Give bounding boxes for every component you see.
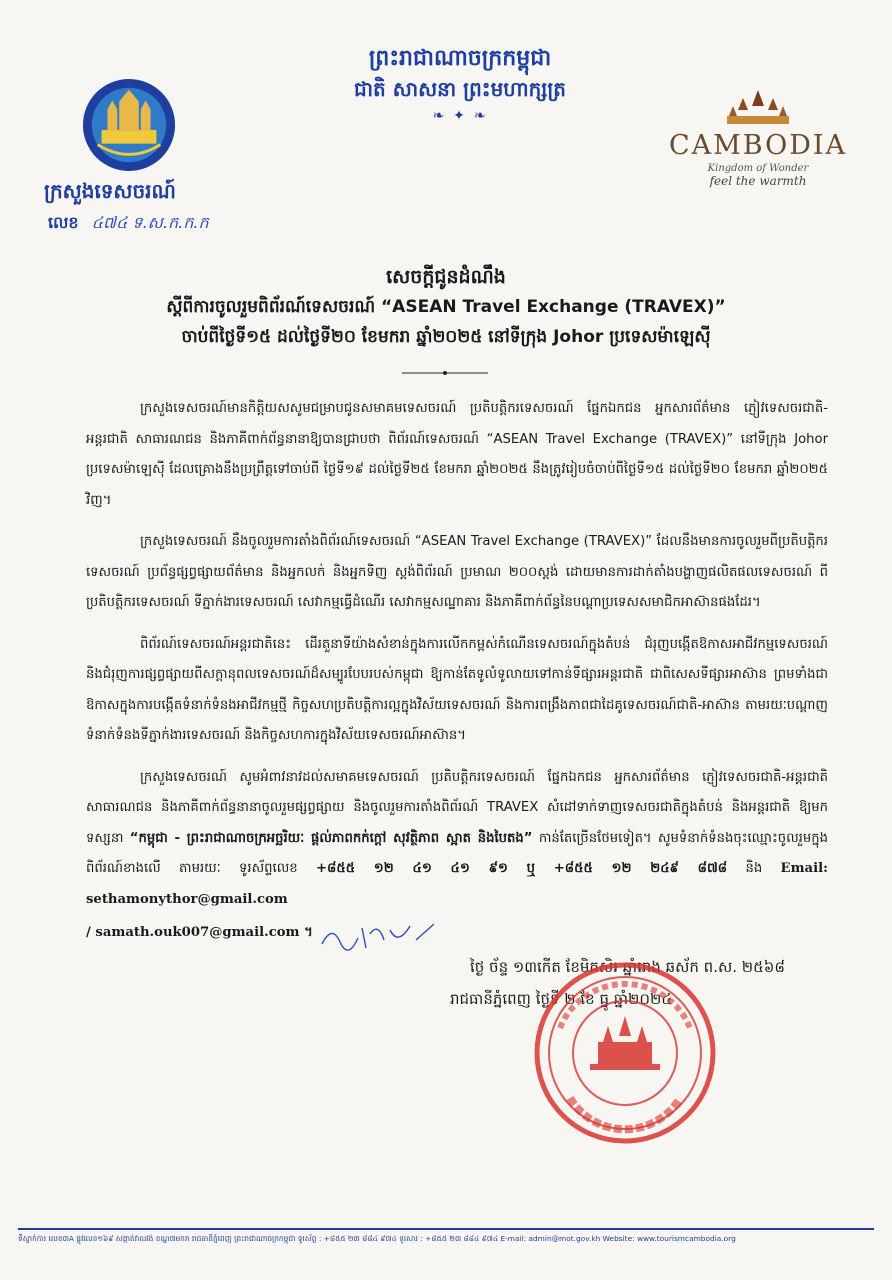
footer-address: ទីស្នាក់ការ លេខ៣A ផ្លូវលេខ១៦៩ សង្កាត់វាលវង់ ខណ្ឌ៧មករា រាជធានីភ្នំពេញ ព្រះរាជាណាចក្រកម្ពុជា ទូរស័ព្ទ : +៨៥៥ ២៣ ៨៨៤ ៩៧៤ ទូរសារ : +៨៥៥ ២៣ ៨៨៤ ៩៧៤ E-mail: admin@mot.gov.kh Website: www.tourismcambodia.org (18, 1234, 736, 1243)
paragraph-2: ក្រសួងទេសចរណ៍ នឹងចូលរួមការតាំងពិព័រណ៍ទេសចរណ៍ “ASEAN Travel Exchange (TRAVEX)” ដែលនឹងមានការចូលរួមពីប្រតិបត្តិករទេសចរណ៍ ប្រព័ន្ធផ្សព្វផ្សាយព័ត៌មាន និងអ្នកលក់ និងអ្នកទិញ ស្តង់ពិព័រណ៍ ប្រមាណ ២០០ស្តង់ ដោយមានការដាក់តាំងបង្ហាញផលិតផលទេសចរណ៍ ពីប្រតិបត្តិករទេសចរណ៍ ទីភ្នាក់ងារទេសចរណ៍ សេវាកម្មធ្វើដំណើរ សេវាកម្មសណ្ឋាគារ និងភាគីពាក់ព័ន្ធនៃបណ្តាប្រទេសសមាជិកអាស៊ានផងដែរ។ (86, 534, 828, 610)
ministry-of-tourism-logo (80, 76, 178, 174)
phone-numbers: +៨៥៥ ១២ ៤១ ៤១ ៩១ ឬ +៨៥៥ ១២ ២៤៩ ៨៧៨ (316, 861, 728, 876)
title-line1: សេចក្តីជូនដំណឹង (386, 266, 506, 288)
notice-title (60, 262, 832, 352)
p4-and: និង (745, 861, 763, 876)
email-link-1[interactable]: sethamonythor@gmail.com (86, 891, 288, 907)
gregorian-date: រាជធានីភ្នំពេញ ថ្ងៃទី ២ ខែ ធ្នូ ឆ្នាំ២០២៤ (450, 990, 672, 1008)
email-label: Email: (780, 861, 828, 876)
reference-number-line (48, 212, 209, 236)
brand-tagline: Kingdom of Wonder (707, 163, 809, 174)
p4-contact: កាន់តែច្រើនថែមទៀត។ សូមទំនាក់ទំនងចុះឈ្មោះចូលរួមក្នុងពិព័រណ៍ខាងលើ តាមរយៈ ទូរស័ព្ទលេខ (86, 830, 828, 876)
paragraph-4 (86, 763, 828, 916)
paragraph-3: ពិព័រណ៍ទេសចរណ៍អន្តរជាតិនេះ ដើរតួនាទីយ៉ាងសំខាន់ក្នុងការលើកកម្ពស់កំណើនទេសចរណ៍ក្នុងតំបន់ ជំរុញបង្កើតឱកាសអាជីវកម្មទេសចរណ៍ និងជំរុញការផ្សព្វផ្សាយពីសក្តានុពលទេសចរណ៍ដ៏សម្បូរបែបរបស់កម្ពុជា ឱ្យកាន់តែទូលំទូលាយទៅកាន់ទីផ្សារអន្តរជាតិ ជាពិសេសទីផ្សារអាស៊ាន ព្រមទាំងជាឱកាសក្នុងការបង្កើតទំនាក់ទំនងអាជីវកម្មថ្មី កិច្ចសហប្រតិបត្តិការល្អក្នុងវិស័យទេសចរណ៍ និងការពង្រឹងភាពជាដៃគូទេសចរណ៍ជាតិ-អាស៊ាន តាមរយៈបណ្តាញទំនាក់ទំនងទីភ្នាក់ងារទេសចរណ៍ និងកិច្ចសហការក្នុងវិស័យទេសចរណ៍អាស៊ាន។ (86, 636, 828, 743)
email-link-2[interactable]: / samath.ouk007@gmail.com ។ (86, 925, 313, 940)
handwritten-initials (318, 918, 448, 954)
footer-rule (18, 1228, 874, 1230)
title-divider (400, 368, 490, 378)
p4-slogan: “កម្ពុជា - ព្រះរាជាណាចក្រអច្ឆរិយៈ ផ្តល់ភាពកក់ក្តៅ សុវត្ថិភាព ស្អាត និងបៃតង” (129, 830, 533, 846)
notice-body (86, 394, 828, 926)
paragraph-1: ក្រសួងទេសចរណ៍មានកិត្តិយសសូមជម្រាបជូនសមាគមទេសចរណ៍ ប្រតិបត្តិករទេសចរណ៍ ផ្នែកឯកជន អ្នកសារព័ត៌មាន ភ្ញៀវទេសចរជាតិ-អន្តរជាតិ សាធារណជន និងភាគីពាក់ព័ន្ធនានាឱ្យបានជ្រាបថា ពិព័រណ៍ទេសចរណ៍ “ASEAN Travel Exchange (TRAVEX)” នៅទីក្រុង Johor ប្រទេសម៉ាឡេស៊ី ដែលគ្រោងនឹងប្រព្រឹត្តទៅចាប់ពី ថ្ងៃទី១៩ ដល់ថ្ងៃទី២៥ ខែមករា ឆ្នាំ២០២៥ នឹងត្រូវរៀបចំចាប់ពីថ្ងៃទី១៥ ដល់ថ្ងៃទី២០ ខែមករា ឆ្នាំ២០២៥ វិញ។ (86, 401, 828, 508)
kingdom-header (300, 44, 620, 124)
brand-slogan: feel the warmth (709, 174, 807, 188)
official-seal-stamp (530, 958, 720, 1148)
header-ornament: ❧ ✦ ❧ (432, 108, 488, 124)
title-line2: ស្តីពីការចូលរួមពិព័រណ៍ទេសចរណ៍ “ASEAN Travel Exchange (TRAVEX)” (166, 297, 726, 317)
ref-number: ៤៧៤ ទ.ស.ក.ក.ក (91, 213, 209, 232)
title-line3: ចាប់ពីថ្ងៃទី១៥ ដល់ថ្ងៃទី២០ ខែមករា ឆ្នាំ២០២៥ នៅទីក្រុង Johor ប្រទេសម៉ាឡេស៊ី (181, 327, 711, 347)
p4-intro: ក្រសួងទេសចរណ៍ សូមអំពាវនាវដល់សមាគមទេសចរណ៍ ប្រតិបត្តិករទេសចរណ៍ ផ្នែកឯកជន អ្នកសារព័ត៌មាន ភ្ញៀវទេសចរជាតិ-អន្តរជាតិ សាធារណជន និងភាគីពាក់ព័ន្ធនានាចូលរួមផ្សព្វផ្សាយ និងចូលរួមការតាំងពិព័រណ៍ TRAVEX សំដៅទាក់ទាញទេសចរជាតិក្នុងតំបន់ និងអន្តរជាតិ ឱ្យមកទស្សនា (86, 769, 828, 846)
angkor-temple-icon (723, 88, 793, 128)
kingdom-line2: ជាតិ សាសនា ព្រះមហាក្សត្រ (354, 77, 566, 101)
lunar-date: ថ្ងៃ ច័ន្ទ ១៣កើត ខែមិគសិរ ឆ្នាំរោង ឆស័ក ព.ស. ២៥៦៨ (470, 958, 786, 976)
brand-name: CAMBODIA (668, 130, 848, 161)
kingdom-line1: ព្រះរាជាណាចក្រកម្ពុជា (368, 46, 552, 71)
cambodia-brand-logo (668, 88, 848, 188)
ministry-name: ក្រសួងទេសចរណ៍ (44, 179, 176, 203)
ref-label: លេខ (48, 213, 79, 232)
